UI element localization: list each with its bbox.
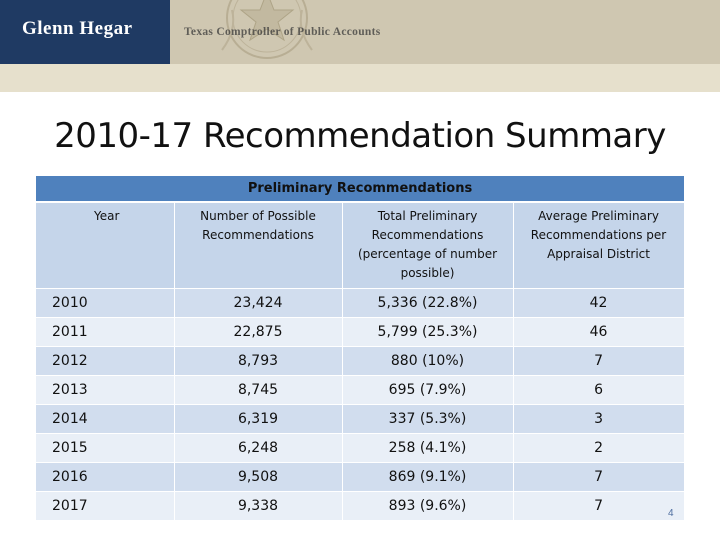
year-cell: 2011 <box>36 318 174 347</box>
total-cell: 5,799 (25.3%) <box>342 318 513 347</box>
table-header-row <box>36 202 684 289</box>
year-cell: 2012 <box>36 347 174 376</box>
column-header-total: Total Preliminary Recommendations (percentage of number possible) <box>342 202 513 289</box>
average-cell: 7 <box>513 463 684 492</box>
possible-cell: 22,875 <box>174 318 342 347</box>
total-cell: 258 (4.1%) <box>342 434 513 463</box>
possible-cell: 9,338 <box>174 492 342 521</box>
average-cell: 3 <box>513 405 684 434</box>
possible-cell: 8,745 <box>174 376 342 405</box>
total-cell: 893 (9.6%) <box>342 492 513 521</box>
recommendation-summary-table <box>36 176 685 520</box>
possible-cell: 6,319 <box>174 405 342 434</box>
column-header-year: Year <box>36 202 174 289</box>
total-cell: 869 (9.1%) <box>342 463 513 492</box>
possible-cell: 23,424 <box>174 289 342 318</box>
average-cell: 2 <box>513 434 684 463</box>
year-cell: 2010 <box>36 289 174 318</box>
year-cell: 2013 <box>36 376 174 405</box>
possible-cell: 9,508 <box>174 463 342 492</box>
year-cell: 2015 <box>36 434 174 463</box>
table-row <box>36 492 684 521</box>
group-header-cell: Preliminary Recommendations <box>36 176 684 202</box>
page-number: 4 <box>668 508 674 519</box>
table-group-header-row <box>36 176 684 202</box>
table-row <box>36 463 684 492</box>
agency-name: Texas Comptroller of Public Accounts <box>184 26 381 38</box>
average-cell: 46 <box>513 318 684 347</box>
column-header-average: Average Preliminary Recommendations per Appraisal District <box>513 202 684 289</box>
year-cell: 2017 <box>36 492 174 521</box>
page-title: 2010-17 Recommendation Summary <box>54 116 666 156</box>
table-row <box>36 376 684 405</box>
table-row <box>36 347 684 376</box>
total-cell: 880 (10%) <box>342 347 513 376</box>
possible-cell: 6,248 <box>174 434 342 463</box>
table-row <box>36 289 684 318</box>
average-cell: 7 <box>513 347 684 376</box>
year-cell: 2016 <box>36 463 174 492</box>
year-cell: 2014 <box>36 405 174 434</box>
table-row <box>36 318 684 347</box>
total-cell: 695 (7.9%) <box>342 376 513 405</box>
total-cell: 5,336 (22.8%) <box>342 289 513 318</box>
header-sub-band <box>0 64 720 92</box>
table-row <box>36 405 684 434</box>
brand-name: Glenn Hegar <box>22 18 133 39</box>
average-cell: 7 <box>513 492 684 521</box>
total-cell: 337 (5.3%) <box>342 405 513 434</box>
column-header-possible: Number of Possible Recommendations <box>174 202 342 289</box>
table-row <box>36 434 684 463</box>
brand-box <box>0 0 170 64</box>
average-cell: 42 <box>513 289 684 318</box>
possible-cell: 8,793 <box>174 347 342 376</box>
average-cell: 6 <box>513 376 684 405</box>
